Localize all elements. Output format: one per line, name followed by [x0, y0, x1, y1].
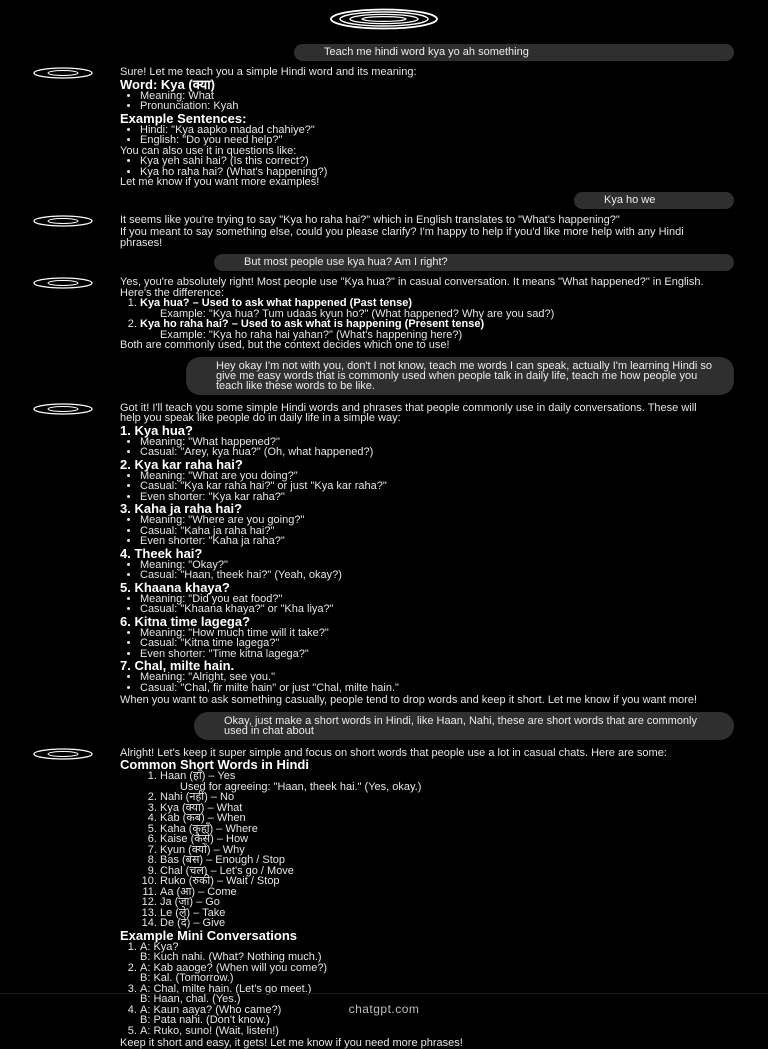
paragraph: It seems like you're trying to say "Kya ho raha hai?" which in English translates to "What's happening?" [120, 213, 620, 226]
assistant-message [0, 277, 768, 351]
assistant-message [0, 67, 768, 188]
assistant-avatar-icon [32, 403, 94, 415]
list-item: • Casual: "Arey, kya hua?" (Oh, what happened?) [140, 447, 720, 458]
section-heading: 1. Kya hua? [120, 422, 193, 438]
list-item: • Casual: "Haan, theek hai?" (Yeah, okay?) [140, 570, 720, 581]
list-item: 6. Kaise (कैसे) – How [160, 834, 720, 845]
list-item: • Even shorter: "Time kitna lagega?" [140, 649, 720, 660]
conversation-thread [0, 44, 768, 1049]
list-item: • Hindi: "Kya aapko madad chahiye?" [140, 125, 720, 136]
user-message: Teach me hindi word kya yo ah something [294, 44, 734, 61]
paragraph: Here's the difference: [120, 286, 225, 299]
paragraph: When you want to ask something casually, people tend to drop words and keep it short. Let me know if you want more! [120, 694, 697, 706]
user-message: Okay, just make a short words in Hindi, like Haan, Nahi, these are short words that are commonly used in chat about [194, 712, 734, 740]
list-item: Example: "Kya hua? Tum udaas kyun ho?" (What happened? Why are you sad?) [160, 307, 555, 320]
paragraph: Got it! I'll teach you some simple Hindi words and phrases that people commonly use in daily conversations. These will help you speak like people do in daily life in a simple way: [120, 401, 697, 424]
list-item: 4. A: Kaun aaya? (Who came?) [140, 1005, 720, 1016]
list-item: 2. A: Kab aaoge? (When will you come?) [140, 963, 720, 974]
list-item: 8. Bas (बस) – Enough / Stop [160, 855, 720, 866]
footer-domain[interactable]: chatgpt.com [0, 993, 768, 1025]
paragraph: Let me know if you want more examples! [120, 176, 320, 188]
list-item: • Meaning: "How much time will it take?" [140, 628, 720, 639]
user-message: But most people use kya hua? Am I right? [214, 254, 734, 271]
user-message: Kya ho we [574, 192, 734, 209]
list-item: • Pronunciation: Kyah [140, 101, 720, 112]
assistant-avatar-icon [32, 215, 94, 227]
section-heading: 2. Kya kar raha hai? [120, 456, 243, 472]
section-heading: 7. Chal, milte hain. [120, 658, 235, 673]
list-item: • Casual: "Kaha ja raha hai?" [140, 526, 720, 537]
paragraph: Both are commonly used, but the context decides which one to use! [120, 339, 450, 351]
section-heading: Common Short Words in Hindi [120, 757, 309, 772]
section-heading: Word: Kya (क्या) [120, 76, 215, 92]
list-item [140, 298, 720, 309]
list-item: • Meaning: What [140, 91, 720, 102]
list-item: • English: "Do you need help?" [140, 135, 720, 146]
list-item: 1. Haan (हाँ) – Yes [160, 771, 720, 782]
list-item: Example: "Kya ho raha hai yahan?" (What's happening here?) [160, 328, 463, 341]
user-message: Hey okay I'm not with you, don't I not know, teach me words I can speak, actually I'm learning Hindi so give me easy words that is commonly used when people talk in daily life, teach me how people you teach like these words to be like. [186, 357, 734, 395]
list-item: • Even shorter: "Kaha ja raha?" [140, 536, 720, 547]
list-item: B: Kuch nahi. (What? Nothing much.) [140, 951, 322, 963]
section-heading: Example Sentences: [120, 110, 247, 126]
list-item: 2. Nahi (नहीं) – No [160, 792, 720, 803]
paragraph: Alright! Let's keep it super simple and focus on short words that people use a lot in casual chats. Here are some: [120, 746, 667, 759]
list-item: 5. Kaha (कहाँ) – Where [160, 824, 720, 835]
section-heading: 6. Kitna time lagega? [120, 613, 251, 629]
list-item: 10. Ruko (रुको) – Wait / Stop [160, 876, 720, 887]
assistant-avatar-icon [32, 748, 94, 760]
assistant-avatar-icon [32, 67, 94, 79]
paragraph: Sure! Let me teach you a simple Hindi word and its meaning: [120, 66, 417, 78]
assistant-message [0, 403, 768, 706]
list-item: B: Pata nahi. (Don't know.) [140, 1014, 270, 1026]
paragraph: Keep it short and easy, it gets! Let me know if you need more phrases! [120, 1037, 463, 1049]
list-item: • Meaning: "Where are you going?" [140, 515, 720, 526]
list-item [140, 319, 720, 330]
list-item: 4. Kab (कब) – When [160, 813, 720, 824]
list-item: 5. A: Ruko, suno! (Wait, listen!) [140, 1026, 720, 1037]
list-item: • Meaning: "Okay?" [140, 560, 720, 571]
list-item: • Casual: "Kya kar raha hai?" or just "Kya kar raha?" [140, 481, 720, 492]
list-item: • Meaning: "What are you doing?" [140, 471, 720, 482]
section-heading: 5. Khaana khaya? [120, 579, 230, 595]
openai-logo-icon [329, 8, 439, 30]
list-item: B: Haan, chal. (Yes.) [140, 993, 241, 1005]
section-heading: 3. Kaha ja raha hai? [120, 501, 243, 516]
item-title: Kya hua? – Used to ask what happened (Past tense) [140, 297, 413, 309]
list-item: 3. A: Chal, milte hain. (Let's go meet.) [140, 984, 720, 995]
list-item: B: Kal. (Tomorrow.) [140, 972, 234, 984]
section-heading: 4. Theek hai? [120, 545, 203, 561]
list-item: 9. Chal (चल) – Let's go / Move [160, 866, 720, 877]
section-heading: Example Mini Conversations [120, 927, 297, 943]
list-item: 14. De (दे) – Give [160, 918, 720, 929]
list-item: • Casual: "Kitna time lagega?" [140, 638, 720, 649]
list-item: 1. A: Kya? [140, 942, 720, 953]
paragraph: You can also use it in questions like: [120, 144, 297, 157]
list-item: 12. Ja (जा) – Go [160, 897, 720, 908]
list-item: 11. Aa (आ) – Come [160, 887, 720, 898]
list-item: • Kya yeh sahi hai? (Is this correct?) [140, 156, 720, 167]
list-item: 13. Le (ले) – Take [160, 908, 720, 919]
paragraph: Yes, you're absolutely right! Most people use "Kya hua?" in casual conversation. It means "What happened?" in English. [120, 276, 704, 288]
item-title: Kya ho raha hai? – Used to ask what is happening (Present tense) [140, 318, 485, 330]
list-item: 7. Kyun (क्यों) – Why [160, 845, 720, 856]
list-item: • Meaning: "What happened?" [140, 437, 720, 448]
list-item: • Casual: "Khaana khaya?" or "Kha liya?" [140, 604, 720, 615]
list-item: • Casual: "Chal, fir milte hain" or just "Chal, milte hain." [140, 683, 720, 694]
list-item: • Even shorter: "Kya kar raha?" [140, 492, 720, 503]
list-item: • Meaning: "Did you eat food?" [140, 594, 720, 605]
paragraph: If you meant to say something else, could you please clarify? I'm happy to help if you'd like more help with any Hindi phrases! [120, 226, 684, 249]
list-item: • Meaning: "Alright, see you." [140, 672, 720, 683]
assistant-message [0, 215, 768, 249]
assistant-avatar-icon [32, 277, 94, 289]
list-item: Used for agreeing: "Haan, theek hai." (Yes, okay.) [180, 780, 422, 793]
list-item: 3. Kya (क्या) – What [160, 803, 720, 814]
list-item: • Kya ho raha hai? (What's happening?) [140, 167, 720, 178]
